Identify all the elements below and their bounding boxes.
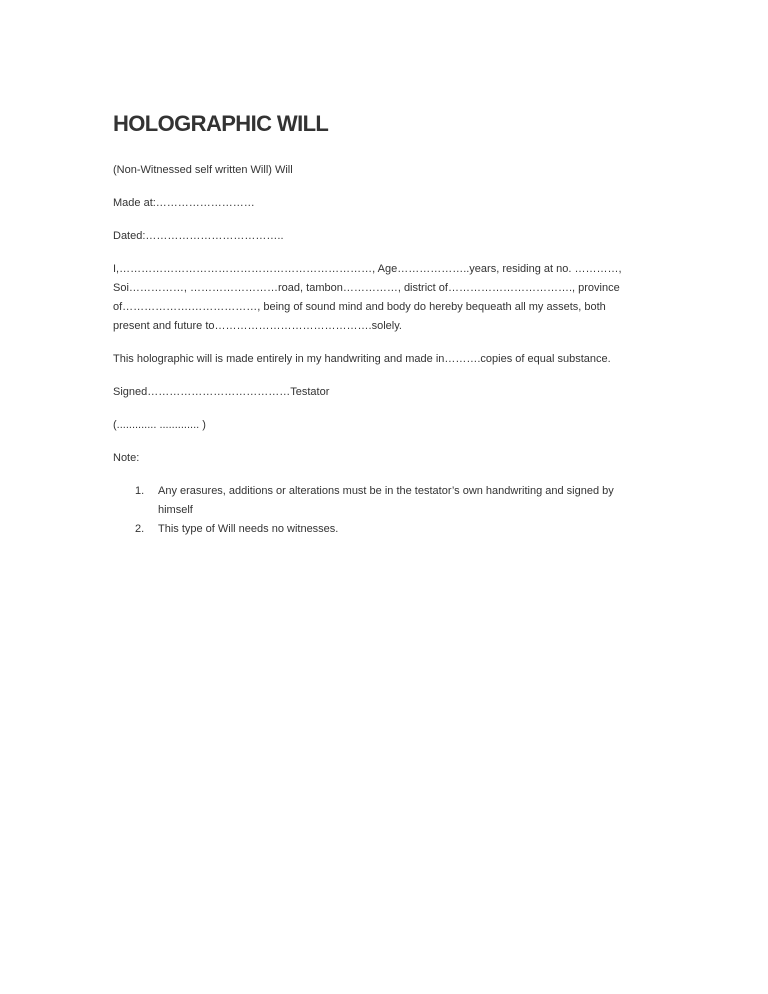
document-subtitle: (Non-Witnessed self written Will) Will bbox=[113, 164, 293, 176]
made-at-line: Made at:……………………… bbox=[113, 197, 255, 209]
signed-line: Signed…………………………………Testator bbox=[113, 386, 330, 398]
document-title: HOLOGRAPHIC WILL bbox=[113, 111, 329, 136]
document-page bbox=[113, 110, 643, 539]
dated-line: Dated:……………………………….. bbox=[113, 230, 284, 242]
list-item-number: 2. bbox=[135, 523, 145, 535]
note-label: Note: bbox=[113, 452, 140, 464]
notes-list bbox=[113, 482, 643, 539]
list-item bbox=[113, 482, 643, 520]
list-item bbox=[113, 520, 643, 539]
list-item-text: Any erasures, additions or alterations must be in the testator’s own handwriting and signed by himself bbox=[158, 485, 614, 516]
list-item-number: 1. bbox=[135, 485, 145, 497]
testator-declaration-paragraph: I,……………………………………………………………, Age………………..years, residing at no. …………, Soi……………, ……………………road, tambon……………, district of……………………………., province of……………….………………, being of sound mind and body do hereby bequeath all my assets, both present and future to…………………………………….solely. bbox=[113, 263, 622, 332]
list-item-text: This type of Will needs no witnesses. bbox=[158, 523, 339, 535]
copies-paragraph: This holographic will is made entirely in my handwriting and made in……….copies of equal substance. bbox=[113, 353, 611, 365]
name-line: (............. ............. ) bbox=[113, 419, 206, 431]
